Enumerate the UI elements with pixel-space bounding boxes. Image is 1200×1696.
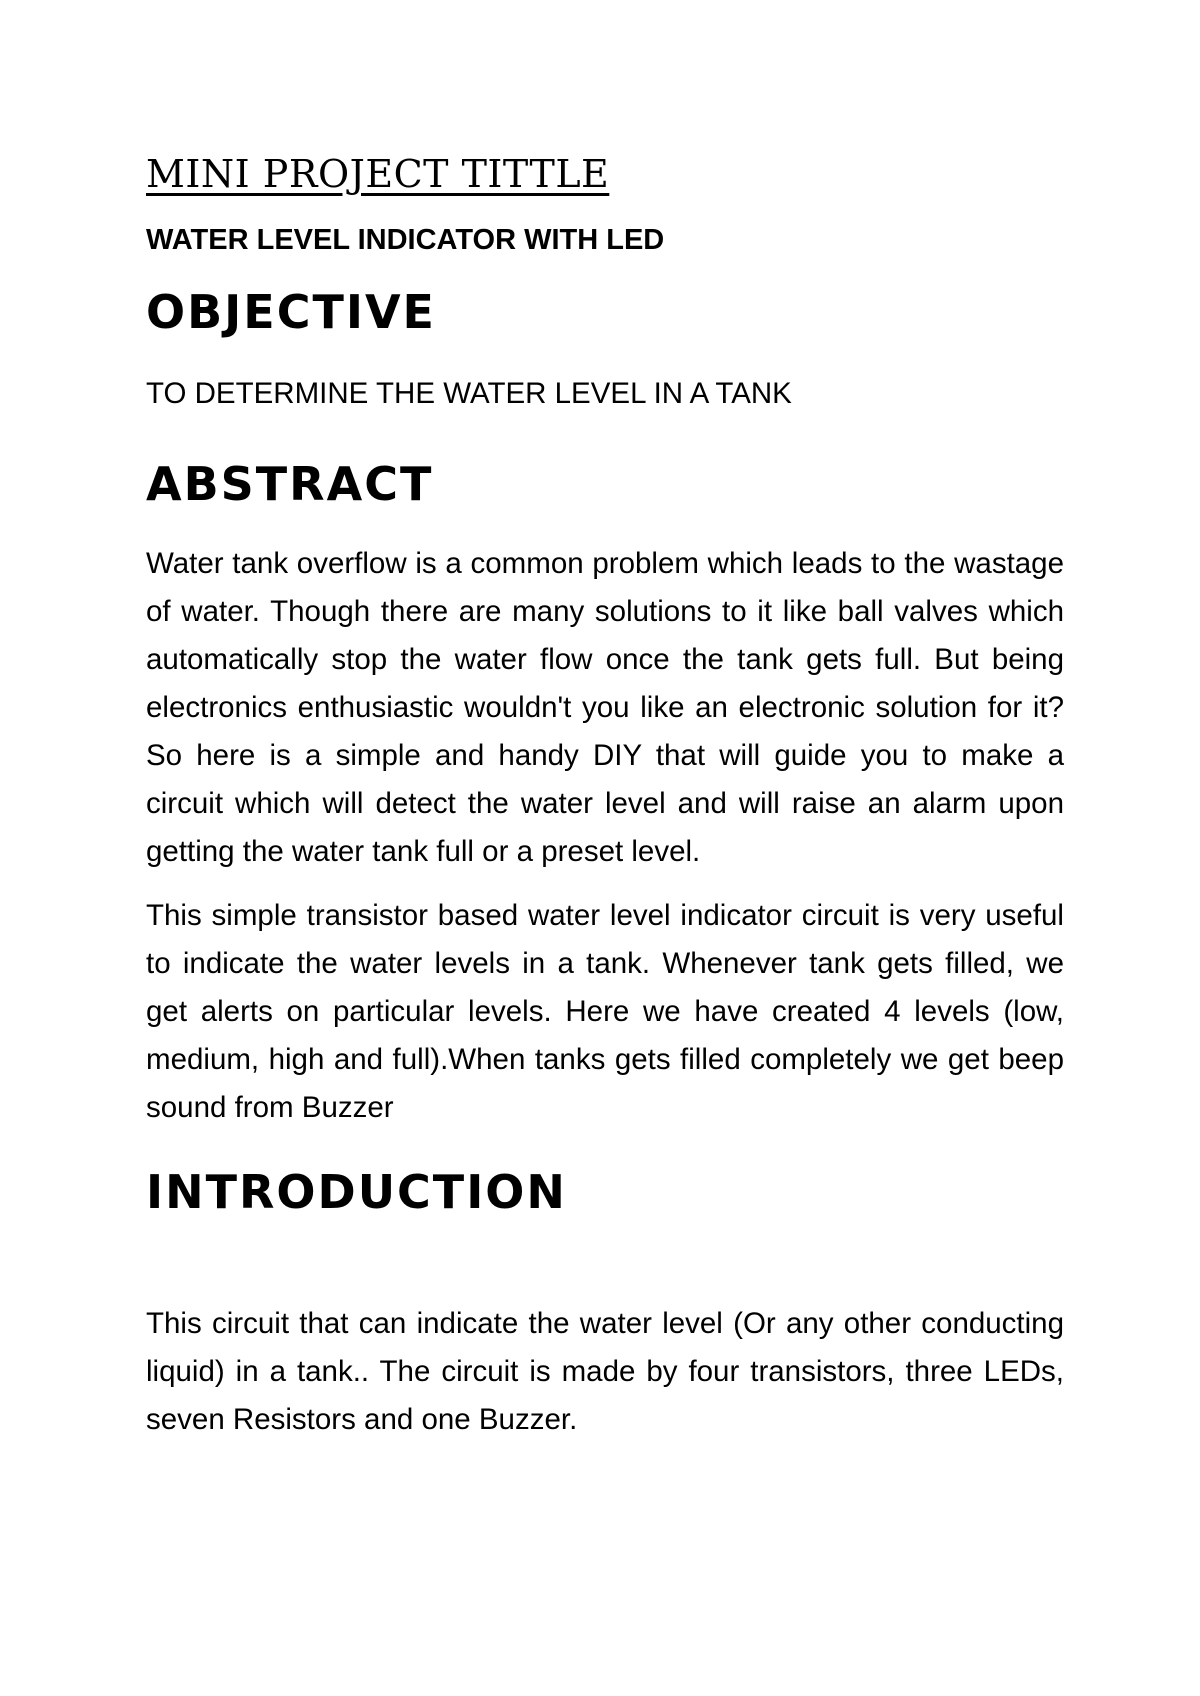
document-content xyxy=(146,150,1064,1444)
project-name: WATER LEVEL INDICATOR WITH LED xyxy=(146,224,665,256)
abstract-heading: ABSTRACT xyxy=(146,457,434,511)
objective-text: TO DETERMINE THE WATER LEVEL IN A TANK xyxy=(146,377,792,410)
objective-heading: OBJECTIVE xyxy=(146,285,436,339)
abstract-paragraph-1: Water tank overflow is a common problem which leads to the wastage of water. Though there are many solutions to it like ball valves which automatically stop the water flow once the tank gets full. But being electronics enthusiastic wouldn't you like an electronic solution for it? So here is a simple and handy DIY that will guide you to make a circuit which will detect the water level and will raise an alarm upon getting the water tank full or a preset level. xyxy=(146,547,1064,868)
document-title: MINI PROJECT TITTLE xyxy=(146,152,610,196)
introduction-heading: INTRODUCTION xyxy=(146,1165,567,1219)
abstract-paragraph-2: This simple transistor based water level indicator circuit is very useful to indicate the water levels in a tank. Whenever tank gets filled, we get alerts on particular levels. Here we have created 4 levels (low, medium, high and full).When tanks gets filled completely we get beep sound from Buzzer xyxy=(146,899,1064,1124)
introduction-paragraph-1: This circuit that can indicate the water level (Or any other conducting liquid) in a tank.. The circuit is made by four transistors, three LEDs, seven Resistors and one Buzzer. xyxy=(146,1307,1064,1436)
